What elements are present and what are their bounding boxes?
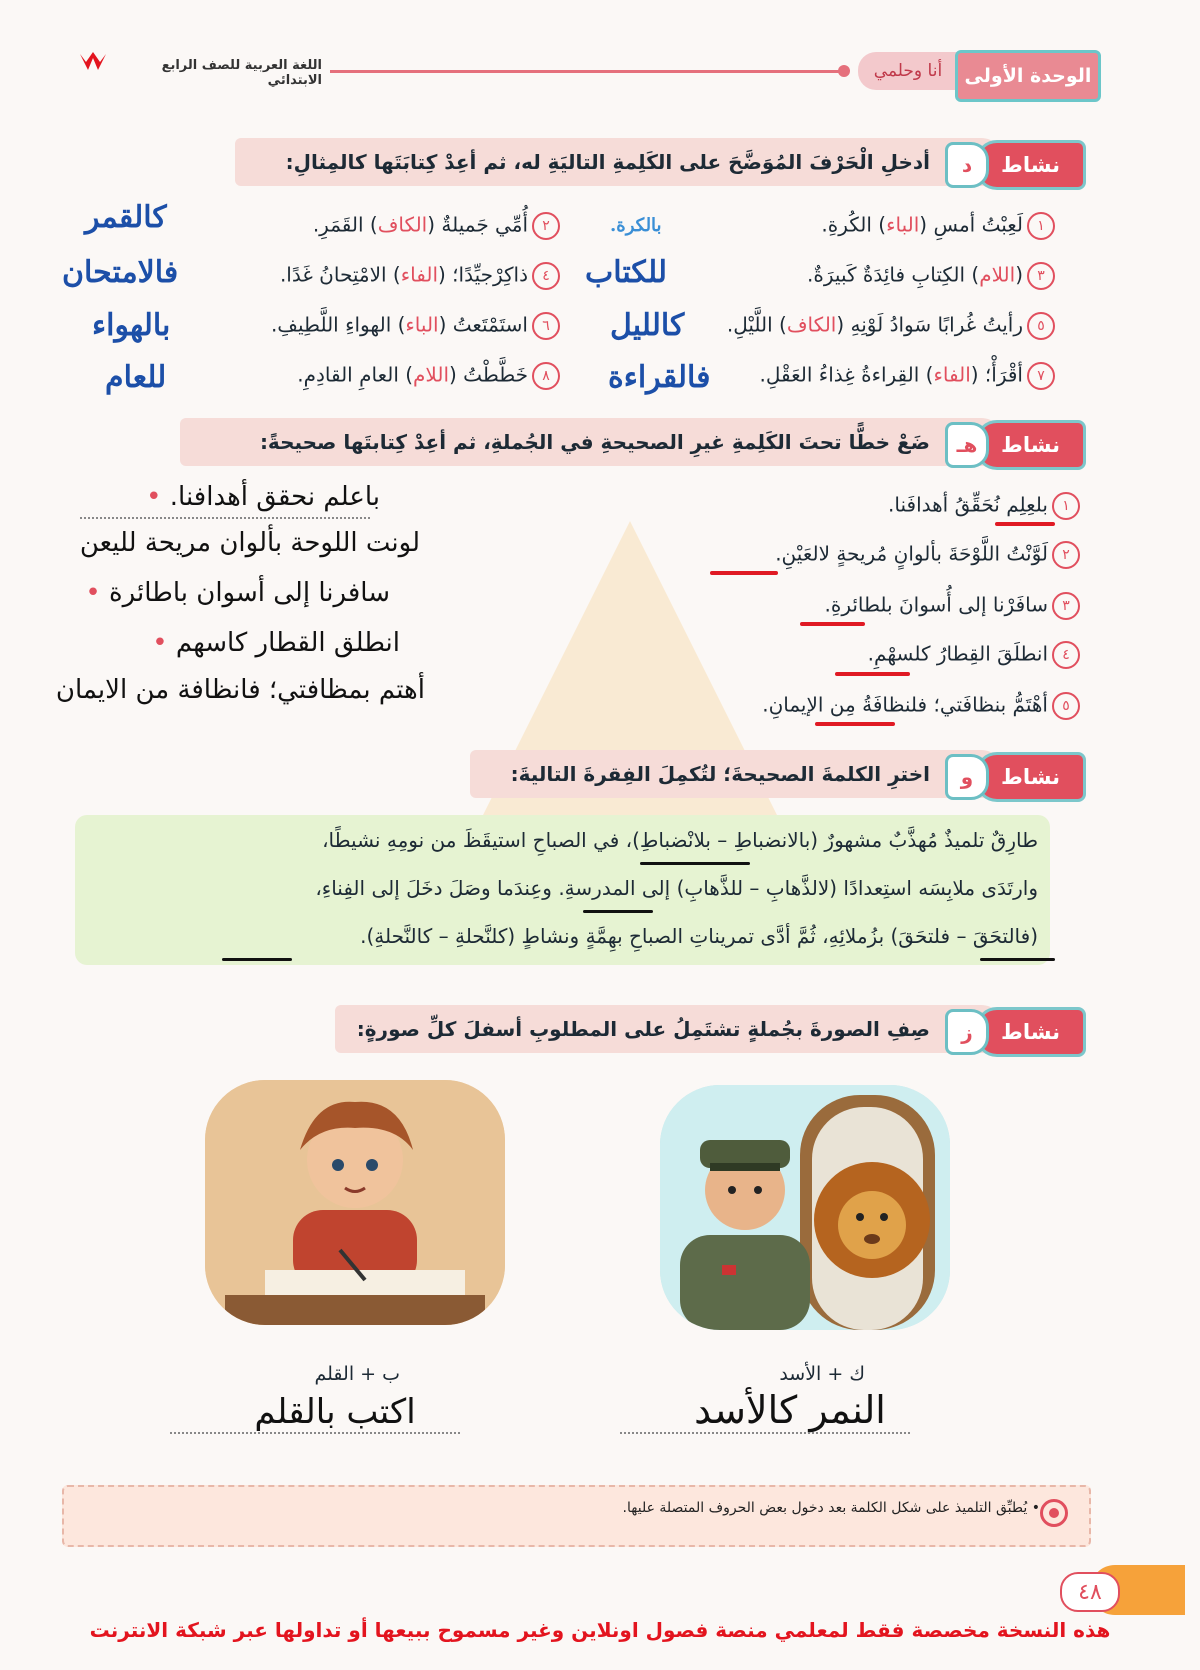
act-h-answer-line-1 bbox=[80, 515, 370, 519]
activity-z-letter: ز bbox=[945, 1009, 989, 1055]
act-h-underline-4 bbox=[835, 672, 910, 676]
act-d-answer-3: للكتاب bbox=[585, 255, 668, 290]
act-d-item-3: ٣(اللام) الكِتابِ فائِدَةٌ كَبيرَةٌ. bbox=[730, 262, 1055, 290]
activity-h-instruction: ضَعْ خطًّا تحتَ الكَلِمةِ غيرِ الصحيحةِ في الجُملةِ، ثم أعِدْ كِتابتَها صحيحةً: bbox=[259, 430, 930, 454]
act-h-item-3: ٣سافَرْنا إلى أُسوانَ بلطائرةِ. bbox=[780, 592, 1080, 620]
unit-title: الوحدة الأولى bbox=[955, 50, 1101, 102]
activity-d-badge: نشاط bbox=[975, 140, 1086, 190]
act-d-item-2: ٢أُمِّي جَميلةٌ (الكاف) القَمَرِ. bbox=[260, 212, 560, 240]
header-dot bbox=[838, 65, 850, 77]
act-h-item-4: ٤انطلَقَ القِطارُ كلسهْمِ. bbox=[825, 641, 1080, 669]
act-d-item-7: ٧أقْرَأْ؛ (الفاء) القِراءةُ غِذاءُ العَقْلِ. bbox=[715, 362, 1055, 390]
act-h-answer-1: باعلم نحقق أهدافنا. • bbox=[146, 482, 380, 512]
act-w-underline-3 bbox=[980, 958, 1055, 961]
soldier-lion-image bbox=[660, 1085, 950, 1330]
act-d-item-6: ٦استَمْتَعتُ (الباء) الهواءِ اللَّطِيفِ. bbox=[200, 312, 560, 340]
act-h-underline-1 bbox=[995, 522, 1055, 526]
copyright-footer: هذه النسخة مخصصة فقط لمعلمي منصة فصول اونلاين وغير مسموح ببيعها أو تداولها عبر شبكة الانترنت bbox=[89, 1618, 1111, 1642]
activity-w-letter: و bbox=[945, 754, 989, 800]
act-d-answer-5: كالليل bbox=[610, 308, 685, 343]
right-image-requirement: ك + الأسد bbox=[779, 1363, 865, 1385]
act-h-underline-2 bbox=[710, 571, 778, 575]
act-h-answer-4: انطلق القطار كاسهم • bbox=[152, 628, 400, 658]
act-d-answer-1: بالكرة. bbox=[610, 215, 662, 236]
activity-w-line-1: طارِقٌ تلميذٌ مُهذَّبٌ مشهورٌ (بالانضباطِ – بلانْضباطِ)، في الصباحِ استيقَظَ من نومِهِ نشيطًا، bbox=[322, 828, 1038, 852]
left-image-answer: اكتب بالقلم bbox=[254, 1392, 416, 1432]
act-w-underline-4 bbox=[222, 958, 292, 961]
act-d-answer-4: فالامتحان bbox=[62, 255, 179, 290]
activity-h-letter: هـ bbox=[945, 422, 989, 468]
act-h-answer-3: سافرنا إلى أسوان باطائرة • bbox=[85, 578, 390, 608]
activity-w-line-3: (فالتحَقَ – فلتحَقَ) بزُملائِهِ، ثُمَّ أدَّى تمريناتِ الصباحِ بهِمَّةٍ ونشاطٍ (كلنَّحلةِ – كالنَّحلةِ). bbox=[360, 924, 1038, 948]
unit-tag: أنا وحلمي bbox=[858, 52, 958, 90]
activity-h-badge: نشاط bbox=[975, 420, 1086, 470]
act-d-item-1: ١لَعِبْتُ أمسِ (الباء) الكُرةِ. bbox=[800, 212, 1055, 240]
left-answer-line bbox=[170, 1430, 460, 1434]
act-d-item-8: ٨خَطَّطْتُ (اللام) العامِ القادِمِ. bbox=[220, 362, 560, 390]
teacher-note-box bbox=[62, 1485, 1091, 1547]
header-divider bbox=[330, 70, 845, 73]
act-h-item-1: ١بلعِلِم نُحَقِّقُ أهدافَنا. bbox=[830, 492, 1080, 520]
activity-w-badge: نشاط bbox=[975, 752, 1086, 802]
act-h-underline-3 bbox=[800, 622, 865, 626]
act-d-answer-7: فالقراءة bbox=[608, 360, 711, 395]
activity-d-letter: د bbox=[945, 142, 989, 188]
activity-w-instruction: اخترِ الكلمةَ الصحيحةَ؛ لتُكمِلَ الفِقرةَ التاليةَ: bbox=[510, 762, 930, 786]
act-h-answer-5: أهتم بمظافتي؛ فانظافة من الايمان bbox=[55, 675, 425, 705]
left-image-requirement: ب + القلم bbox=[314, 1363, 400, 1385]
publisher-logo bbox=[78, 50, 108, 74]
act-d-answer-6: بالهواء bbox=[92, 308, 171, 343]
page-number: ٤٨ bbox=[1060, 1572, 1120, 1612]
book-title: اللغة العربية للصف الرابع الابتدائي bbox=[161, 58, 322, 88]
act-d-item-5: ٥رأيتُ غُرابًا سَوادُ لَوْنِهِ (الكاف) اللَّيْلِ. bbox=[720, 312, 1055, 340]
teacher-note: • يُطبِّق التلميذ على شكل الكلمة بعد دخول بعض الحروف المتصلة عليها. bbox=[622, 1500, 1040, 1516]
act-d-answer-2: كالقمر bbox=[85, 200, 167, 235]
activity-z-badge: نشاط bbox=[975, 1007, 1086, 1057]
act-h-underline-5 bbox=[815, 722, 895, 726]
target-icon bbox=[1040, 1499, 1068, 1527]
activity-z-instruction: صِفِ الصورةَ بجُملةٍ تشتَمِلُ على المطلوبِ أسفلَ كلِّ صورةٍ: bbox=[356, 1017, 930, 1041]
act-h-item-2: ٢لَوَّنْتُ اللَّوْحَةَ بألوانٍ مُريحةٍ لالعَيْنِ. bbox=[695, 541, 1080, 569]
act-d-item-4: ٤ذاكِرْجيِّدًا؛ (الفاء) الامْتِحانُ غَدًا. bbox=[200, 262, 560, 290]
act-w-underline-1 bbox=[640, 862, 750, 865]
act-h-answer-2: لونت اللوحة بألوان مريحة لليعن bbox=[79, 528, 420, 558]
boy-writing-image bbox=[205, 1080, 505, 1325]
right-image-answer: النمر كالأسد bbox=[694, 1388, 886, 1432]
activity-d-instruction: أدخلِ الْحَرْفَ المُوَضَّحَ على الكَلِمةِ التاليَةِ له، ثم أعِدْ كِتابَتَها كالمِثالِ: bbox=[285, 150, 930, 174]
right-answer-line bbox=[620, 1430, 910, 1434]
act-w-underline-2 bbox=[583, 910, 653, 913]
act-d-answer-8: للعام bbox=[105, 360, 167, 395]
activity-w-line-2: وارتَدَى ملابِسَه استِعدادًا (لالذَّهابِ – للذَّهابِ) إلى المدرسةِ. وعِندَما وصَلَ دخَلَ إلى الفِناءِ، bbox=[315, 876, 1038, 900]
act-h-item-5: ٥أهْتَمُّ بنظافَتي؛ فلنظافَةُ مِن الإيمانِ. bbox=[700, 692, 1080, 720]
